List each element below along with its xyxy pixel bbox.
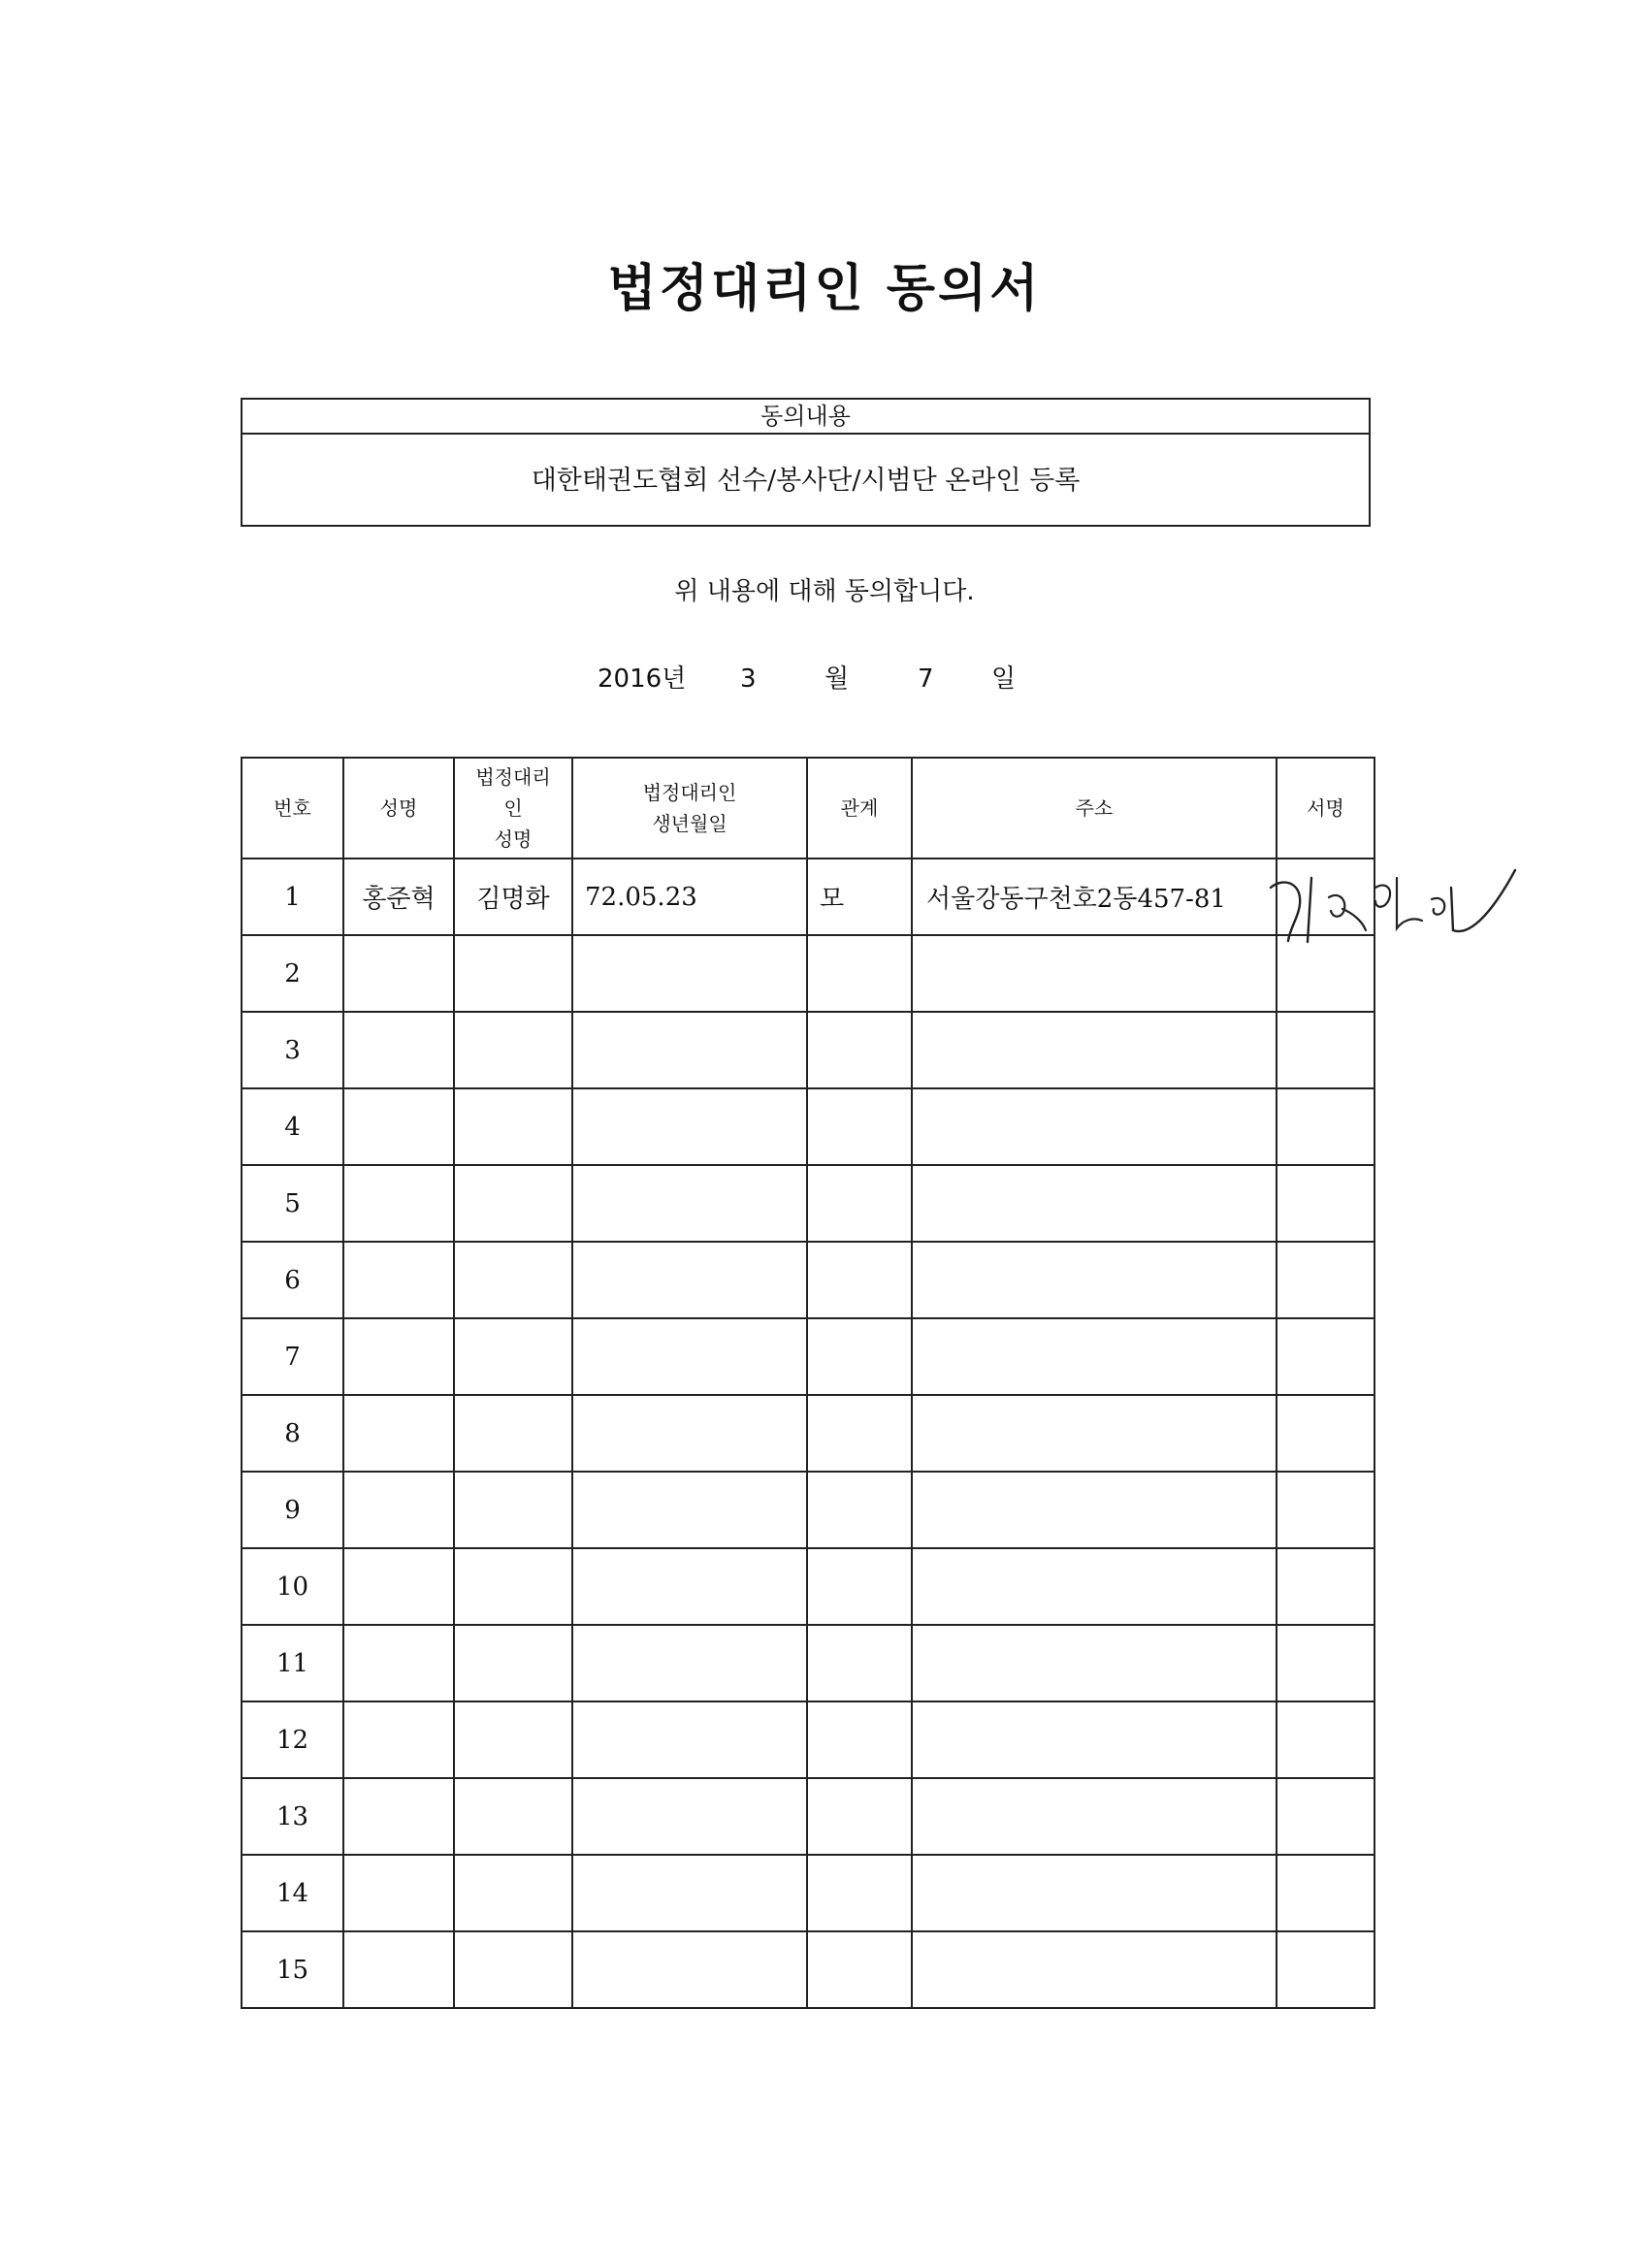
date-day: 7 bbox=[918, 664, 934, 694]
cell-name bbox=[343, 1012, 454, 1088]
cell-guardian-name bbox=[454, 1548, 572, 1625]
cell-name: 홍준혁 bbox=[343, 859, 454, 935]
cell-signature bbox=[1277, 1931, 1374, 2008]
date-month-label: 월 bbox=[824, 664, 850, 694]
consent-header: 동의내용 bbox=[242, 400, 1369, 435]
cell-relation bbox=[807, 1088, 912, 1165]
header-guardian-name-line2: 인 bbox=[503, 796, 523, 820]
cell-guardian-name bbox=[454, 1318, 572, 1395]
date-month: 3 bbox=[740, 664, 757, 694]
cell-guardian-birth: 72.05.23 bbox=[572, 859, 807, 935]
consent-content: 대한태권도협회 선수/봉사단/시범단 온라인 등록 bbox=[531, 466, 1081, 496]
cell-guardian-birth bbox=[572, 1012, 807, 1088]
handwritten-signature bbox=[1261, 849, 1542, 956]
table-row bbox=[242, 1318, 1374, 1395]
table-row bbox=[242, 1548, 1374, 1625]
cell-signature bbox=[1277, 1318, 1374, 1395]
cell-guardian-birth bbox=[572, 1472, 807, 1548]
cell-name bbox=[343, 1395, 454, 1472]
cell-address bbox=[912, 1778, 1277, 1855]
cell-no: 6 bbox=[242, 1242, 343, 1318]
cell-address bbox=[912, 1242, 1277, 1318]
cell-signature bbox=[1277, 1395, 1374, 1472]
cell-name bbox=[343, 1242, 454, 1318]
table-row bbox=[242, 1088, 1374, 1165]
cell-name bbox=[343, 1165, 454, 1242]
table-row bbox=[242, 1165, 1374, 1242]
cell-guardian-birth bbox=[572, 1778, 807, 1855]
cell-name bbox=[343, 1318, 454, 1395]
cell-address bbox=[912, 1395, 1277, 1472]
cell-relation bbox=[807, 1701, 912, 1778]
cell-no: 4 bbox=[242, 1088, 343, 1165]
cell-guardian-name bbox=[454, 1165, 572, 1242]
cell-signature bbox=[1277, 1548, 1374, 1625]
header-relation: 관계 bbox=[807, 758, 912, 859]
cell-address bbox=[912, 935, 1277, 1012]
header-name: 성명 bbox=[343, 758, 454, 859]
cell-no: 7 bbox=[242, 1318, 343, 1395]
cell-no: 1 bbox=[242, 859, 343, 935]
cell-guardian-name: 김명화 bbox=[454, 859, 572, 935]
table-row bbox=[242, 1855, 1374, 1931]
cell-no: 5 bbox=[242, 1165, 343, 1242]
header-guardian-name bbox=[454, 758, 572, 859]
cell-guardian-birth bbox=[572, 1701, 807, 1778]
cell-address bbox=[912, 1931, 1277, 2008]
cell-address bbox=[912, 1318, 1277, 1395]
cell-guardian-birth bbox=[572, 1088, 807, 1165]
cell-guardian-birth bbox=[572, 1395, 807, 1472]
cell-guardian-name bbox=[454, 1395, 572, 1472]
table-row bbox=[242, 1625, 1374, 1701]
cell-relation bbox=[807, 1012, 912, 1088]
table-header-row bbox=[242, 758, 1374, 859]
cell-guardian-name bbox=[454, 935, 572, 1012]
cell-guardian-name bbox=[454, 1088, 572, 1165]
consent-box bbox=[241, 398, 1371, 527]
cell-guardian-name bbox=[454, 1472, 572, 1548]
cell-relation bbox=[807, 1318, 912, 1395]
cell-no: 14 bbox=[242, 1855, 343, 1931]
header-guardian-birth bbox=[572, 758, 807, 859]
date-year: 2016년 bbox=[598, 664, 687, 694]
table-row bbox=[242, 1472, 1374, 1548]
table-row bbox=[242, 935, 1374, 1012]
cell-signature bbox=[1277, 1778, 1374, 1855]
cell-guardian-name bbox=[454, 1931, 572, 2008]
cell-name bbox=[343, 1701, 454, 1778]
cell-signature bbox=[1277, 1625, 1374, 1701]
cell-address bbox=[912, 1165, 1277, 1242]
cell-guardian-birth bbox=[572, 1318, 807, 1395]
cell-relation bbox=[807, 1242, 912, 1318]
cell-no: 9 bbox=[242, 1472, 343, 1548]
cell-signature bbox=[1277, 1088, 1374, 1165]
cell-guardian-name bbox=[454, 1855, 572, 1931]
header-guardian-name-line1: 법정대리 bbox=[475, 765, 551, 789]
cell-no: 13 bbox=[242, 1778, 343, 1855]
table-row bbox=[242, 1778, 1374, 1855]
header-guardian-birth-line1: 법정대리인 bbox=[642, 781, 737, 804]
cell-name bbox=[343, 1548, 454, 1625]
cell-name bbox=[343, 1778, 454, 1855]
cell-guardian-name bbox=[454, 1701, 572, 1778]
cell-guardian-birth bbox=[572, 1625, 807, 1701]
cell-name bbox=[343, 935, 454, 1012]
cell-relation bbox=[807, 1931, 912, 2008]
cell-signature bbox=[1277, 1165, 1374, 1242]
cell-no: 8 bbox=[242, 1395, 343, 1472]
table-row bbox=[242, 1242, 1374, 1318]
table-row bbox=[242, 1701, 1374, 1778]
cell-address bbox=[912, 1472, 1277, 1548]
cell-signature bbox=[1277, 1701, 1374, 1778]
cell-no: 3 bbox=[242, 1012, 343, 1088]
cell-guardian-birth bbox=[572, 1242, 807, 1318]
cell-name bbox=[343, 1625, 454, 1701]
cell-guardian-birth bbox=[572, 935, 807, 1012]
cell-guardian-name bbox=[454, 1778, 572, 1855]
cell-signature bbox=[1277, 1855, 1374, 1931]
cell-name bbox=[343, 1472, 454, 1548]
guardian-table bbox=[241, 757, 1375, 2009]
cell-guardian-name bbox=[454, 1625, 572, 1701]
table-row bbox=[242, 1395, 1374, 1472]
cell-relation: 모 bbox=[807, 859, 912, 935]
cell-address bbox=[912, 1088, 1277, 1165]
cell-relation bbox=[807, 1548, 912, 1625]
cell-no: 10 bbox=[242, 1548, 343, 1625]
header-signature: 서명 bbox=[1277, 758, 1374, 859]
cell-address bbox=[912, 1548, 1277, 1625]
header-guardian-name-line3: 성명 bbox=[494, 827, 533, 851]
table-row bbox=[242, 1931, 1374, 2008]
cell-address bbox=[912, 1012, 1277, 1088]
cell-relation bbox=[807, 935, 912, 1012]
cell-no: 11 bbox=[242, 1625, 343, 1701]
cell-relation bbox=[807, 1855, 912, 1931]
cell-no: 15 bbox=[242, 1931, 343, 2008]
cell-signature bbox=[1277, 1472, 1374, 1548]
cell-relation bbox=[807, 1165, 912, 1242]
header-guardian-birth-line2: 생년월일 bbox=[652, 812, 728, 835]
cell-relation bbox=[807, 1395, 912, 1472]
cell-guardian-name bbox=[454, 1242, 572, 1318]
cell-guardian-birth bbox=[572, 1165, 807, 1242]
cell-guardian-name bbox=[454, 1012, 572, 1088]
cell-no: 12 bbox=[242, 1701, 343, 1778]
cell-guardian-birth bbox=[572, 1931, 807, 2008]
cell-signature bbox=[1277, 1012, 1374, 1088]
cell-name bbox=[343, 1088, 454, 1165]
cell-address: 서울강동구천호2동457-81 bbox=[912, 859, 1277, 935]
header-address: 주소 bbox=[912, 758, 1277, 859]
cell-guardian-birth bbox=[572, 1855, 807, 1931]
cell-address bbox=[912, 1855, 1277, 1931]
cell-address bbox=[912, 1625, 1277, 1701]
cell-name bbox=[343, 1931, 454, 2008]
table-row bbox=[242, 1012, 1374, 1088]
cell-relation bbox=[807, 1778, 912, 1855]
cell-no: 2 bbox=[242, 935, 343, 1012]
cell-address bbox=[912, 1701, 1277, 1778]
document-title: 법정대리인 동의서 bbox=[607, 260, 1042, 318]
cell-relation bbox=[807, 1472, 912, 1548]
table-row bbox=[242, 859, 1374, 935]
agreement-statement: 위 내용에 대해 동의합니다. bbox=[674, 577, 975, 606]
header-no: 번호 bbox=[242, 758, 343, 859]
cell-name bbox=[343, 1855, 454, 1931]
cell-relation bbox=[807, 1625, 912, 1701]
cell-signature bbox=[1277, 1242, 1374, 1318]
date-day-label: 일 bbox=[991, 664, 1017, 694]
cell-guardian-birth bbox=[572, 1548, 807, 1625]
